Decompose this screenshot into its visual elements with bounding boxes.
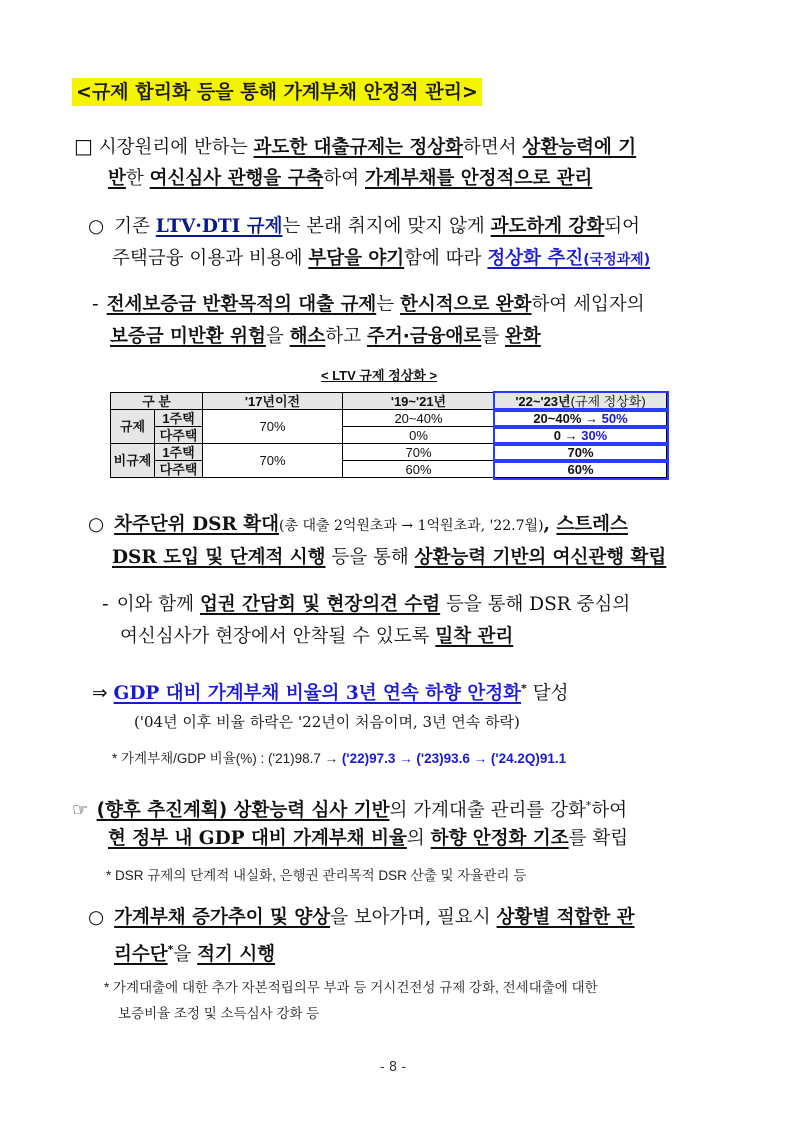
dash-field (102, 590, 630, 620)
tag-text: (국정과제) (583, 252, 651, 268)
bullet-ltv (88, 212, 640, 242)
dash-jeonse (92, 290, 645, 320)
text: 는 본래 취지에 맞지 않게 (282, 216, 491, 237)
emphasis-text: 스트레스 (556, 514, 628, 535)
emphasis-text: 가계부채 증가추이 및 양상 (114, 907, 331, 928)
header-note: (규제 정상화) (570, 393, 646, 409)
emphasis-text: 상황별 적합한 관 (496, 907, 635, 928)
table-row (111, 410, 667, 427)
text: 여신심사가 현장에서 안착될 수 있도록 (120, 626, 436, 647)
footnote-star: * (521, 682, 527, 695)
plan-future (72, 791, 627, 826)
text: 달성 (526, 683, 569, 705)
implies-arrow: ⇒ (92, 683, 108, 705)
value-new: 50% (601, 410, 628, 426)
header-22-23 (495, 393, 667, 410)
paragraph-intro (74, 131, 636, 163)
text: 하여 (323, 168, 365, 189)
value-new: 30% (581, 427, 608, 443)
text: 되어 (604, 216, 641, 237)
text: 함에 따라 (404, 248, 488, 269)
table-row (111, 461, 667, 478)
cell-19-21: 20~40% (343, 410, 495, 427)
cell-19-21: 70% (343, 444, 495, 461)
emphasis-text: 현 정부 내 GDP 대비 가계부채 비율 (108, 828, 407, 849)
cell-pre17: 70% (203, 410, 343, 444)
emphasis-text: 정상화 추진 (487, 248, 584, 269)
text: 의 가계대출 관리를 강화 (389, 800, 586, 822)
row-label: 1주택 (155, 444, 203, 461)
group-regulated: 규제 (111, 410, 155, 444)
page-number: - 8 - (380, 1060, 406, 1075)
emphasis-text: 밀착 관리 (435, 626, 514, 647)
emphasis-text: 부담을 야기 (308, 248, 405, 269)
footnote-macro-1: * 가계대출에 대한 추가 자본적립의무 부과 등 거시건전성 규제 강화, 전세대출에 대한 (104, 980, 598, 995)
emphasis-text: LTV·DTI 규제 (155, 216, 283, 237)
text: 는 (376, 294, 400, 315)
header-pre17: '17년이전 (203, 393, 343, 410)
value-change: 20~40% → (533, 410, 602, 426)
text: 한 (125, 168, 150, 189)
row-label: 다주택 (155, 461, 203, 478)
text: 기존 (114, 216, 156, 237)
dash: - (102, 594, 109, 615)
text: 를 (481, 326, 506, 347)
footnote-macro-2: 보증비율 조정 및 소득심사 강화 등 (118, 1006, 320, 1021)
emphasis-text: 리수단 (114, 944, 168, 966)
emphasis-text: 상환능력 기반의 여신관행 확립 (414, 547, 667, 568)
emphasis-text: 과도한 대출규제는 정상화 (253, 137, 463, 158)
text: 시장원리에 반하는 (98, 137, 254, 158)
emphasis-text: 반 (108, 168, 126, 189)
row-label: 다주택 (155, 427, 203, 444)
bullet-dsr (88, 510, 628, 541)
cell-19-21: 0% (343, 427, 495, 444)
emphasis-text: 전세보증금 반환목적의 대출 규제 (106, 294, 377, 315)
footnote-text: * 가계부채/GDP 비율(%) : ('21)98.7 → (112, 751, 342, 766)
text: 을 (173, 944, 198, 966)
text: 등을 통해 (325, 547, 415, 568)
emphasis-text: 업권 간담회 및 현장의견 수렴 (199, 594, 441, 615)
footnote-star: * (585, 799, 592, 812)
text: 을 보아가며, 필요시 (330, 907, 497, 928)
bullet-trend (88, 903, 635, 933)
emphasis-text: 상환능력에 기 (522, 137, 637, 158)
footnote-emphasis: ('22)97.3 → ('23)93.6 → ('24.2Q)91.1 (341, 751, 567, 766)
cell-22-23 (495, 410, 667, 427)
bullet-dsr-cont (112, 543, 666, 573)
header-category: 구 분 (111, 393, 203, 410)
emphasis-text: 적기 시행 (197, 944, 276, 966)
text: 주택금융 이용과 비용에 (112, 248, 309, 269)
cell-22-23: 70% (495, 444, 667, 461)
pointing-hand-icon: ☞ (72, 800, 89, 822)
bullet-circle: ○ (88, 907, 105, 928)
section-heading: <규제 합리화 등을 통해 가계부채 안정적 관리> (72, 78, 482, 106)
group-unregulated: 비규제 (111, 444, 155, 478)
emphasis-text: 해소 (289, 326, 326, 347)
text: 을 (265, 326, 290, 347)
text: 하여 세입자의 (531, 294, 645, 315)
emphasis-text: (향후 추진계획) 상환능력 심사 기반 (96, 800, 390, 822)
emphasis-text: 완화 (505, 326, 541, 347)
row-label: 1주택 (155, 410, 203, 427)
text: 하고 (325, 326, 367, 347)
emphasis-text: 주거·금융애로 (367, 326, 482, 347)
footnote-gdp (112, 747, 566, 767)
emphasis-text: 차주단위 DSR 확대 (114, 514, 280, 535)
bullet-trend-cont (114, 935, 275, 970)
bullet-circle: ○ (88, 514, 105, 535)
result-gdp (92, 674, 568, 709)
value-change: 0 → (553, 427, 582, 443)
emphasis-text: 보증금 미반환 위험 (110, 326, 266, 347)
checkbox-square: □ (74, 134, 93, 158)
text: 등을 통해 DSR 중심의 (440, 594, 631, 615)
text: 하면서 (463, 137, 523, 158)
text: 하여 (591, 800, 628, 822)
dash-field-cont (120, 622, 513, 652)
bullet-circle: ○ (88, 216, 105, 237)
emphasis-text: 가계부채를 안정적으로 관리 (365, 168, 593, 189)
result-sub: ('04년 이후 비율 하락은 '22년이 처음이며, 3년 연속 하락) (134, 713, 520, 731)
text: (총 대출 2억원초과 → 1억원초과, '22.7월) (279, 518, 544, 534)
dash-jeonse-cont (110, 322, 541, 352)
bullet-ltv-cont (112, 244, 650, 275)
cell-pre17: 70% (203, 444, 343, 478)
footnote-dsr: * DSR 규제의 단계적 내실화, 은행권 관리목적 DSR 산출 및 자율관리 등 (106, 868, 527, 883)
paragraph-intro-cont (108, 164, 592, 194)
text: 의 (406, 828, 431, 849)
cell-19-21: 60% (343, 461, 495, 478)
dash: - (92, 294, 99, 315)
table-caption: < LTV 규제 정상화 > (321, 368, 438, 383)
table-row (111, 444, 667, 461)
header-period: '22~'23년 (515, 393, 571, 409)
header-19-21: '19~'21년 (343, 393, 495, 410)
footnote-star: * (167, 943, 174, 956)
plan-future-cont (108, 824, 628, 854)
emphasis-text: GDP 대비 가계부채 비율의 3년 연속 하향 안정화 (113, 683, 522, 705)
table-row (111, 427, 667, 444)
cell-22-23 (495, 427, 667, 444)
emphasis-text: 과도하게 강화 (490, 216, 605, 237)
ltv-table (110, 392, 667, 478)
emphasis-text: 한시적으로 완화 (399, 294, 532, 315)
emphasis-text: DSR 도입 및 단계적 시행 (112, 547, 326, 568)
emphasis-text: 여신심사 관행을 구축 (149, 168, 324, 189)
text: 이와 함께 (116, 594, 200, 615)
table-header-row (111, 393, 667, 410)
text: 를 확립 (568, 828, 629, 849)
cell-22-23: 60% (495, 461, 667, 478)
emphasis-text: 하향 안정화 기조 (430, 828, 569, 849)
text: , (543, 514, 557, 535)
